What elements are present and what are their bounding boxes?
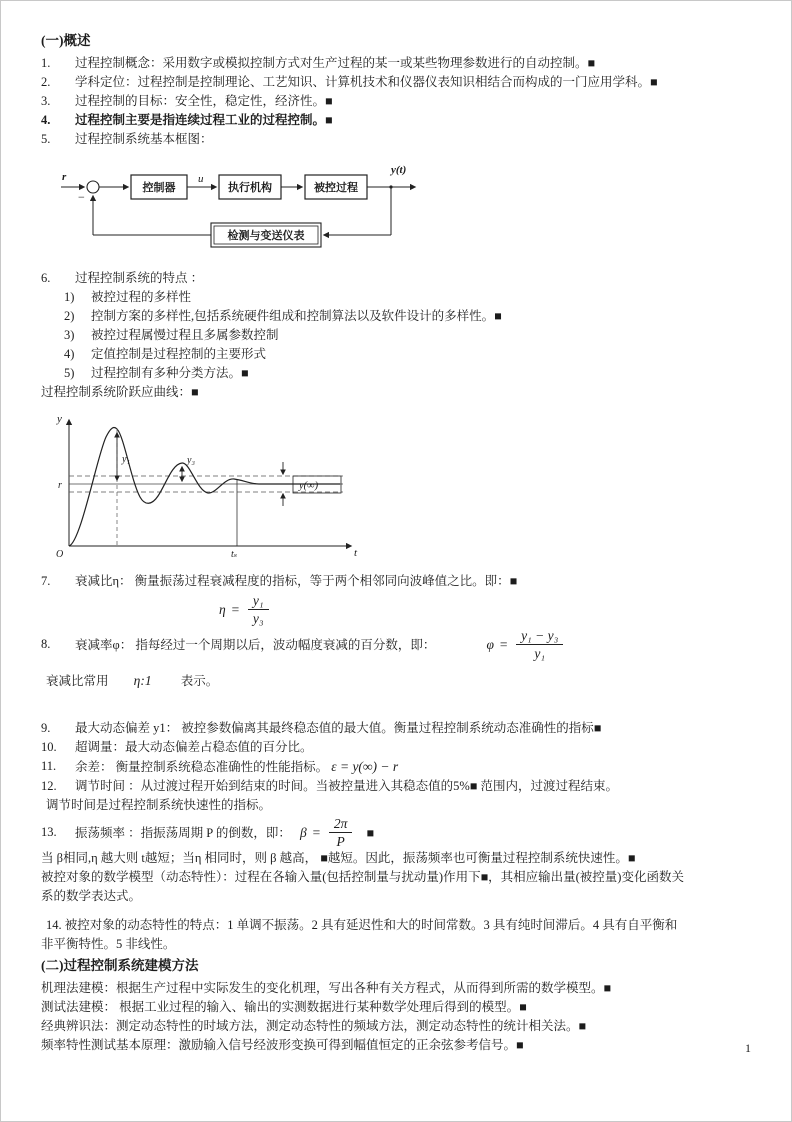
item-text: 定值控制是过程控制的主要形式 bbox=[91, 347, 267, 361]
item-number: 1. bbox=[41, 56, 51, 70]
item-number: 5) bbox=[64, 366, 75, 380]
item-text: 控制方案的多样性,包括系统硬件组成和控制算法以及软件设计的多样性。■ bbox=[91, 309, 502, 323]
beta-fraction bbox=[329, 816, 353, 849]
fraction-denominator: y₁ bbox=[534, 645, 546, 661]
item-text bbox=[75, 816, 755, 849]
list-item-4 bbox=[41, 111, 755, 130]
y3-label: y₃ bbox=[187, 455, 195, 466]
item-number: 8. bbox=[41, 636, 51, 651]
list-item-7 bbox=[41, 572, 755, 591]
fraction-denominator: P bbox=[336, 833, 345, 849]
actuator-label: 执行机构 bbox=[228, 182, 272, 194]
list-item-1 bbox=[41, 54, 755, 73]
section2-line-4: 频率特性测试基本原理：激励输入信号经波形变换可得到幅值恒定的正余弦参考信号。■ bbox=[41, 1038, 524, 1052]
item-number: 6. bbox=[41, 271, 51, 285]
item-number: 3. bbox=[41, 94, 51, 108]
block-diagram bbox=[53, 157, 453, 257]
item11-text: 余差： 衡量控制系统稳态准确性的性能指标。 bbox=[75, 760, 329, 774]
fraction-numerator: y₁ bbox=[248, 593, 269, 610]
list-item-10 bbox=[41, 738, 755, 757]
equals-sign: = bbox=[230, 601, 240, 617]
process-label: 被控过程 bbox=[314, 182, 358, 194]
equals-sign: = bbox=[311, 824, 321, 840]
item-number: 2) bbox=[64, 309, 75, 323]
item14-line1: 14. 被控对象的动态特性的特点：1 单调不振荡。2 具有延迟性和大的时间常数。3 具有纯时间滞后。4 具有自平衡和 bbox=[46, 918, 678, 932]
item-number: 2. bbox=[41, 75, 51, 89]
section1-heading: (一)概述 bbox=[41, 33, 91, 48]
item-text: 最大动态偏差 y1： 被控参数偏离其最终稳态值的最大值。衡量过程控制系统动态准确性的指标■ bbox=[75, 721, 602, 735]
item-text: 过程控制有多种分类方法。■ bbox=[91, 366, 249, 380]
beta-symbol: β bbox=[300, 824, 307, 840]
item12-continuation: 调节时间是过程控制系统快速性的指标。 bbox=[46, 798, 272, 812]
step-response-figure bbox=[47, 406, 755, 570]
item13-text: 振荡频率 ：指振荡周期 P 的倒数，即： bbox=[75, 825, 291, 840]
y1-label: y₁ bbox=[122, 454, 130, 465]
sub-item-5 bbox=[64, 364, 755, 383]
list-item-3 bbox=[41, 92, 755, 111]
sub-item-1 bbox=[64, 288, 755, 307]
phi-symbol: φ bbox=[486, 636, 494, 652]
list-item-9 bbox=[41, 719, 755, 738]
offset-formula: ε = y(∞) − r bbox=[331, 759, 399, 774]
item-text: 过程控制的目标：安全性，稳定性，经济性。■ bbox=[75, 94, 333, 108]
item-text: 过程控制主要是指连续过程工业的过程控制。■ bbox=[75, 113, 333, 127]
yinf-label: y(∞) bbox=[299, 480, 319, 492]
sensor-label: 检测与变送仪表 bbox=[227, 230, 305, 242]
list-item-5 bbox=[41, 130, 755, 149]
section2-line-1: 机理法建模：根据生产过程中实际发生的变化机理，写出各种有关方程式，从而得到所需的数学模型。■ bbox=[41, 981, 612, 995]
item6-sublist bbox=[64, 288, 755, 383]
eta-formula bbox=[219, 591, 755, 627]
ratio-note-post: 表示。 bbox=[180, 674, 219, 688]
t-axis-label: t bbox=[354, 547, 358, 559]
model-paragraph-line2: 系的数学表达式。 bbox=[41, 889, 142, 903]
item-text: 学科定位：过程控制是控制理论、工艺知识、计算机技术和仪器仪表知识相结合而构成的一门应用学科。■ bbox=[75, 75, 658, 89]
fraction-numerator: 2π bbox=[329, 816, 353, 833]
controller-label: 控制器 bbox=[142, 182, 176, 194]
section2-line-2: 测试法建模： 根据工业过程的输入、输出的实测数据进行某种数学处理后得到的模型。■ bbox=[41, 1000, 527, 1014]
item8-text: 衰减率φ： 指每经过一个周期以后，波动幅度衰减的百分数，即： bbox=[75, 637, 436, 652]
item-number: 11. bbox=[41, 759, 57, 773]
list-item-8 bbox=[41, 627, 755, 661]
ratio-note-pre: 衰减比常用 bbox=[46, 674, 109, 688]
r-label: r bbox=[58, 480, 62, 491]
item-number: 12. bbox=[41, 779, 57, 793]
item-number: 7. bbox=[41, 574, 51, 588]
equals-sign: = bbox=[498, 636, 509, 652]
eta-symbol: η bbox=[219, 601, 226, 617]
page-number: 1 bbox=[745, 1041, 751, 1055]
sub-item-3 bbox=[64, 326, 755, 345]
item-text: 调节时间 ：从过渡过程开始到结束的时间。当被控量进入其稳态值的5%■ 范围内，过渡过程结束。 bbox=[75, 779, 618, 793]
step-response-graph bbox=[47, 406, 369, 564]
item-number: 9. bbox=[41, 721, 51, 735]
item-number: 13. bbox=[41, 824, 57, 839]
ratio-note bbox=[41, 671, 755, 691]
ratio-value: η:1 bbox=[133, 673, 152, 688]
phi-formula bbox=[486, 628, 566, 661]
item-text: 衰减比η： 衡量振荡过程衰减程度的指标，等于两个相邻同向波峰值之比。即：■ bbox=[75, 574, 518, 588]
item14-line2: 非平衡特性。5 非线性。 bbox=[41, 937, 176, 951]
document-content bbox=[1, 1, 791, 1055]
y-axis-label: y bbox=[57, 413, 62, 425]
phi-fraction bbox=[516, 628, 563, 661]
control-system-figure bbox=[53, 157, 755, 263]
beta-paragraph: 当 β相同,η 越大则 t越短；当η 相同时，则 β 越高， ■越短。因此，振荡频率也可衡量过程控制系统快速性。■ bbox=[41, 851, 636, 865]
beta-formula bbox=[300, 816, 355, 849]
item-text: 超调量：最大动态偏差占稳态值的百分比。 bbox=[75, 740, 313, 754]
item-text: 过程控制系统的特点 ： bbox=[75, 271, 204, 285]
eta-fraction bbox=[248, 593, 269, 626]
item-number: 5. bbox=[41, 132, 51, 146]
sub-item-4 bbox=[64, 345, 755, 364]
item-text: 被控过程属慢过程且多属参数控制 bbox=[91, 328, 279, 342]
sub-item-2 bbox=[64, 307, 755, 326]
item-number: 1) bbox=[64, 290, 75, 304]
list-item-12 bbox=[41, 777, 755, 796]
section2-heading: (二)过程控制系统建模方法 bbox=[41, 958, 199, 973]
section2-line-3: 经典辨识法：测定动态特性的时域方法，测定动态特性的频域方法，测定动态特性的统计相关法。■ bbox=[41, 1019, 587, 1033]
item-number: 4) bbox=[64, 347, 75, 361]
item-text: 过程控制概念：采用数字或模拟控制方式对生产过程的某一或某些物理参数进行的自动控制。■ bbox=[75, 56, 596, 70]
list-item-11 bbox=[41, 757, 755, 777]
item-text: 过程控制系统基本框图： bbox=[75, 132, 213, 146]
item-number: 3) bbox=[64, 328, 75, 342]
fraction-denominator: y₃ bbox=[252, 610, 264, 626]
item-text bbox=[75, 628, 755, 661]
fraction-numerator: y₁ − y₃ bbox=[516, 628, 563, 645]
output-label: y(t) bbox=[391, 164, 407, 176]
ts-label: tₛ bbox=[231, 549, 238, 560]
item-number: 10. bbox=[41, 740, 57, 754]
u-label: u bbox=[198, 173, 204, 185]
curve-caption: 过程控制系统阶跃应曲线：■ bbox=[41, 385, 199, 399]
highlight-mark: ■ bbox=[366, 825, 375, 840]
summing-junction bbox=[87, 181, 99, 193]
model-paragraph-line1: 被控对象的数学模型（动态特性）：过程在各输入量(包括控制量与扰动量)作用下■，其相应输出量(被控量)变化函数关 bbox=[41, 870, 684, 884]
origin-label: O bbox=[56, 549, 64, 560]
item-text: 被控过程的多样性 bbox=[91, 290, 192, 304]
list-item-13 bbox=[41, 815, 755, 849]
list-item-6 bbox=[41, 269, 755, 288]
minus-sign: − bbox=[78, 190, 85, 204]
item-number: 4. bbox=[41, 113, 51, 127]
input-label: r bbox=[62, 171, 67, 183]
item-text bbox=[75, 757, 755, 777]
list-item-2 bbox=[41, 73, 755, 92]
